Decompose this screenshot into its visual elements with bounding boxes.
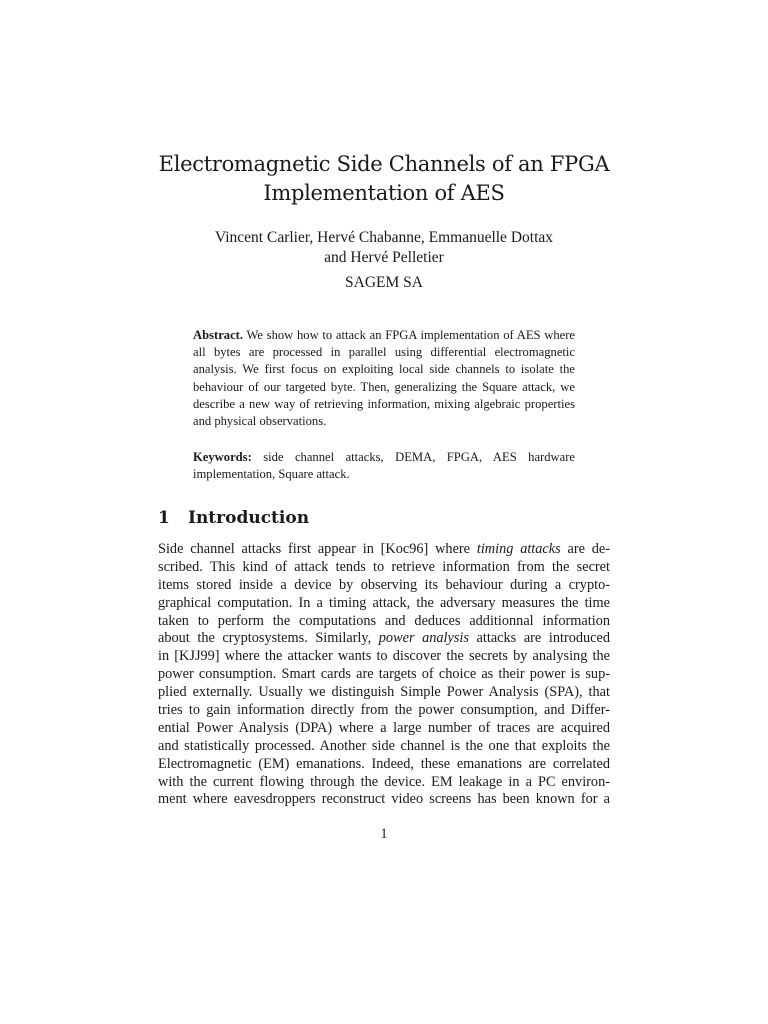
section-heading <box>158 507 309 529</box>
intro-line: plied externally. Usually we distinguish Simple Power Analysis (SPA), that <box>158 684 610 701</box>
introduction-body <box>158 541 610 809</box>
intro-line: and statistically processed. Another side channel is the one that exploits the <box>158 737 610 754</box>
emphasis-term: timing attacks <box>476 541 561 557</box>
emphasis-term: power analysis <box>378 630 469 647</box>
intro-line: Side channel attacks first appear in [Koc96] where timing attacks are de- <box>158 541 610 557</box>
paper-title <box>120 150 648 208</box>
abstract-text: We show how to attack an FPGA implementation of AES where all bytes are processed in parallel using differential electromagnetic analysis. We first focus on exploiting local side channels to isolate the behaviour of our targeted byte. Then, generalizing the Square attack, we describe a new way of retrieving information, mixing algebraic properties and physical observations. <box>193 328 575 429</box>
affiliation: SAGEM SA <box>345 274 423 291</box>
keywords-block <box>193 449 575 483</box>
intro-line: scribed. This kind of attack tends to retrieve information from the secret <box>158 558 610 575</box>
intro-line: about the cryptosystems. Similarly, power analysis attacks are introduced <box>158 630 610 647</box>
title-line: Implementation of AES <box>263 181 505 205</box>
intro-line: ential Power Analysis (DPA) where a large number of traces are acquired <box>158 719 610 736</box>
intro-line: ment where eavesdroppers reconstruct video screens has been known for a <box>158 791 610 808</box>
author-list <box>120 228 648 268</box>
abstract-label: Abstract. <box>193 328 244 342</box>
intro-line: items stored inside a device by observing its behaviour during a crypto- <box>158 576 610 593</box>
intro-line: taken to perform the computations and deduces additionnal information <box>158 612 610 629</box>
section-number: 1 <box>158 508 170 528</box>
intro-line: graphical computation. In a timing attack, the adversary measures the time <box>158 594 610 611</box>
page-number: 1 <box>380 826 388 842</box>
section-title: Introduction <box>188 508 310 528</box>
keywords-label: Keywords: <box>193 450 252 464</box>
intro-line: in [KJJ99] where the attacker wants to discover the secrets by analysing the <box>158 648 610 665</box>
abstract-block <box>193 327 575 430</box>
intro-line: with the current flowing through the device. EM leakage in a PC environ- <box>158 773 610 790</box>
intro-line: power consumption. Smart cards are targets of choice as their power is sup- <box>158 666 610 683</box>
author-line: and Hervé Pelletier <box>324 249 444 266</box>
intro-line: tries to gain information directly from the power consumption, and Differ- <box>158 702 610 719</box>
keywords-text: side channel attacks, DEMA, FPGA, AES hardware implementation, Square attack. <box>193 450 575 482</box>
intro-line: Electromagnetic (EM) emanations. Indeed, these emanations are correlated <box>158 755 610 772</box>
title-line: Electromagnetic Side Channels of an FPGA <box>158 152 610 176</box>
author-line: Vincent Carlier, Hervé Chabanne, Emmanuelle Dottax <box>214 229 554 246</box>
